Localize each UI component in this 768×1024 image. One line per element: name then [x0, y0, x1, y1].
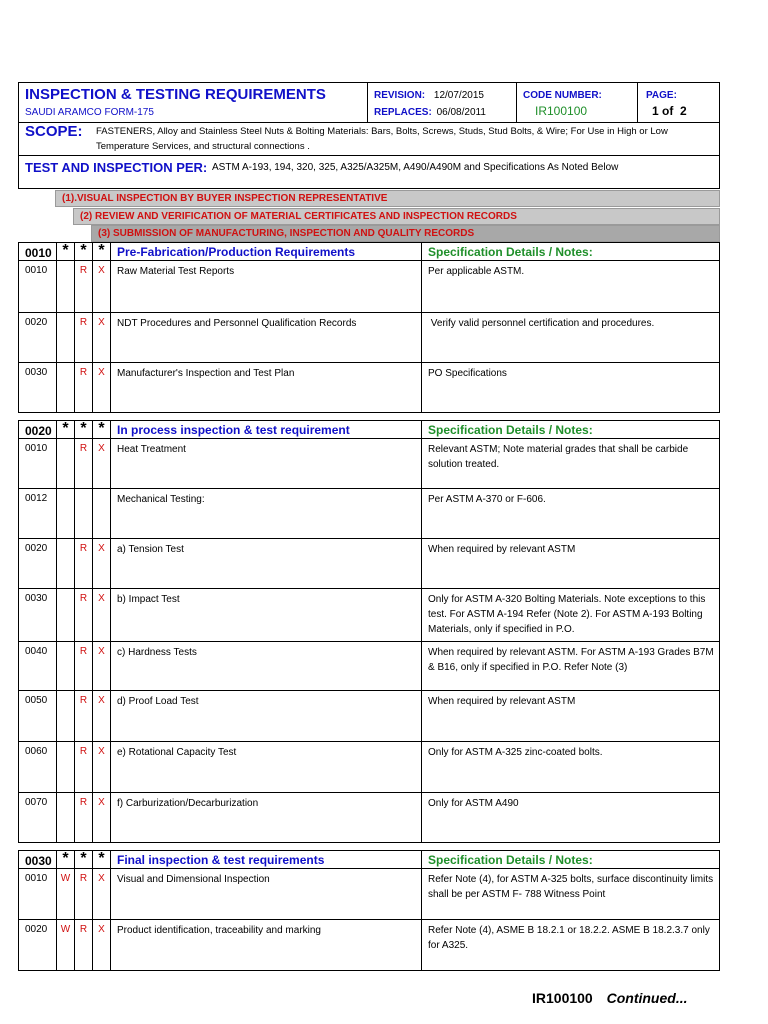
table-row [18, 920, 720, 971]
inspection-mark-2: R [74, 589, 92, 641]
footer-continued: Continued... [606, 990, 688, 1006]
row-note: Per ASTM A-370 or F-606. [421, 489, 721, 538]
row-description: f) Carburization/Decarburization [110, 793, 421, 842]
page-label: PAGE: [646, 90, 677, 101]
row-code: 0070 [25, 797, 48, 808]
row-code: 0030 [25, 593, 48, 604]
table-row [18, 489, 720, 539]
inspection-mark-1: W [56, 869, 74, 919]
inspection-mark-2: R [74, 691, 92, 741]
row-note: PO Specifications [421, 363, 721, 412]
row-description: e) Rotational Capacity Test [110, 742, 421, 792]
section-star-2: * [74, 851, 92, 868]
section-title: Final inspection & test requirements [110, 851, 421, 868]
replaces-label: REPLACES: [374, 107, 432, 118]
test-inspection-value: ASTM A-193, 194, 320, 325, A325/A325M, A490/A490M and Specifications As Noted Below [212, 162, 619, 173]
section-star-2: * [74, 421, 92, 438]
row-note: When required by relevant ASTM [421, 691, 721, 741]
inspection-mark-3: X [92, 920, 110, 970]
row-description: Heat Treatment [110, 439, 421, 488]
table-row [18, 261, 720, 313]
inspection-mark-1: W [56, 920, 74, 970]
table-row [18, 793, 720, 843]
section-star-2: * [74, 243, 92, 260]
form-title: INSPECTION & TESTING REQUIREMENTS [25, 86, 326, 103]
inspection-mark-3: X [92, 363, 110, 412]
page-value: 1 of 2 [652, 104, 687, 118]
row-note: Refer Note (4), ASME B 18.2.1 or 18.2.2. ASME B 18.2.3.7 only for A325. [421, 920, 721, 970]
row-description: Manufacturer's Inspection and Test Plan [110, 363, 421, 412]
inspection-mark-2 [74, 489, 92, 538]
test-inspection-box [18, 155, 720, 189]
row-code: 0010 [25, 873, 48, 884]
section-star-1: * [56, 851, 74, 868]
section-title: In process inspection & test requirement [110, 421, 421, 438]
inspection-mark-1 [56, 589, 74, 641]
revision-label: REVISION: [374, 90, 426, 101]
inspection-mark-2: R [74, 363, 92, 412]
row-note: Only for ASTM A490 [421, 793, 721, 842]
row-description: c) Hardness Tests [110, 642, 421, 690]
row-code: 0010 [25, 443, 48, 454]
inspection-mark-2: R [74, 920, 92, 970]
inspection-mark-1 [56, 642, 74, 690]
requirements-table [18, 242, 720, 971]
row-note: When required by relevant ASTM. For ASTM A-193 Grades B7M & B16, only if specified in P.O. Refer Note (3) [421, 642, 721, 690]
row-description: a) Tension Test [110, 539, 421, 588]
row-note: Relevant ASTM; Note material grades that shall be carbide solution treated. [421, 439, 721, 488]
row-code: 0020 [25, 543, 48, 554]
inspection-mark-1 [56, 261, 74, 312]
row-note: Only for ASTM A-325 zinc-coated bolts. [421, 742, 721, 792]
section-star-3: * [92, 243, 110, 260]
row-code: 0020 [25, 317, 48, 328]
row-note: Only for ASTM A-320 Bolting Materials. Note exceptions to this test. For ASTM A-194 Refer (Note 2). For ASTM A-193 Bolting Materials, only if specified in P.O. [421, 589, 721, 641]
inspection-mark-2: R [74, 313, 92, 362]
section-title: Pre-Fabrication/Production Requirements [110, 243, 421, 260]
row-description: d) Proof Load Test [110, 691, 421, 741]
inspection-mark-2: R [74, 793, 92, 842]
inspection-mark-3 [92, 489, 110, 538]
inspection-mark-3: X [92, 589, 110, 641]
inspection-mark-1 [56, 313, 74, 362]
row-code: 0060 [25, 746, 48, 757]
row-note: Per applicable ASTM. [421, 261, 721, 312]
scope-label: SCOPE: [25, 123, 83, 140]
inspection-mark-3: X [92, 313, 110, 362]
section-header-row [18, 420, 720, 439]
code-number-label: CODE NUMBER: [523, 90, 602, 101]
inspection-mark-3: X [92, 869, 110, 919]
inspection-mark-2: R [74, 642, 92, 690]
inspection-mark-1 [56, 439, 74, 488]
form-header [18, 82, 720, 189]
page-box [637, 82, 720, 123]
row-code: 0050 [25, 695, 48, 706]
inspection-mark-3: X [92, 742, 110, 792]
table-row [18, 439, 720, 489]
title-box [18, 82, 368, 123]
row-description: Visual and Dimensional Inspection [110, 869, 421, 919]
section-code: 0010 [25, 246, 52, 260]
legend-band-3: (3) SUBMISSION OF MANUFACTURING, INSPECTION AND QUALITY RECORDS [91, 225, 720, 242]
inspection-mark-1 [56, 539, 74, 588]
inspection-mark-1 [56, 793, 74, 842]
footer-code: IR100100 [532, 990, 593, 1006]
section-code: 0020 [25, 424, 52, 438]
row-code: 0020 [25, 924, 48, 935]
inspection-mark-3: X [92, 261, 110, 312]
row-note: When required by relevant ASTM [421, 539, 721, 588]
revision-box [367, 82, 517, 123]
revision-date: 12/07/2015 [433, 90, 484, 101]
inspection-mark-3: X [92, 793, 110, 842]
inspection-mark-1 [56, 363, 74, 412]
row-description: Product identification, traceability and marking [110, 920, 421, 970]
row-description: Raw Material Test Reports [110, 261, 421, 312]
table-row [18, 691, 720, 742]
inspection-mark-2: R [74, 742, 92, 792]
section-header-row [18, 242, 720, 261]
table-row [18, 589, 720, 642]
table-row [18, 742, 720, 793]
inspection-mark-1 [56, 489, 74, 538]
row-code: 0040 [25, 646, 48, 657]
section-code: 0030 [25, 854, 52, 868]
row-note: Verify valid personnel certification and procedures. [421, 313, 721, 362]
section-notes-title: Specification Details / Notes: [421, 421, 721, 438]
legend-band-2: (2) REVIEW AND VERIFICATION OF MATERIAL CERTIFICATES AND INSPECTION RECORDS [73, 208, 720, 225]
table-row [18, 869, 720, 920]
row-code: 0030 [25, 367, 48, 378]
section-notes-title: Specification Details / Notes: [421, 243, 721, 260]
row-description: NDT Procedures and Personnel Qualification Records [110, 313, 421, 362]
inspection-mark-2: R [74, 261, 92, 312]
table-row [18, 539, 720, 589]
scope-line1: FASTENERS, Alloy and Stainless Steel Nuts & Bolting Materials: Bars, Bolts, Screws, Studs, Stud Bolts, & Wire; For Use in High or Low [96, 126, 668, 137]
inspection-mark-1 [56, 691, 74, 741]
inspection-mark-3: X [92, 439, 110, 488]
code-number-box [516, 82, 638, 123]
replaces-date: 06/08/2011 [436, 107, 486, 118]
section-star-3: * [92, 851, 110, 868]
test-inspection-label: TEST AND INSPECTION PER: [25, 160, 208, 175]
row-code: 0012 [25, 493, 48, 504]
section-star-3: * [92, 421, 110, 438]
inspection-mark-3: X [92, 539, 110, 588]
inspection-mark-2: R [74, 539, 92, 588]
table-row [18, 642, 720, 691]
section-star-1: * [56, 421, 74, 438]
page-footer [532, 990, 688, 1006]
section-header-row [18, 850, 720, 869]
section-star-1: * [56, 243, 74, 260]
scope-line2: Temperature Services, and structural connections . [96, 141, 310, 152]
inspection-mark-3: X [92, 691, 110, 741]
table-row [18, 313, 720, 363]
inspection-mark-2: R [74, 869, 92, 919]
legend-band-1: (1).VISUAL INSPECTION BY BUYER INSPECTION REPRESENTATIVE [55, 190, 720, 207]
table-row [18, 363, 720, 413]
row-note: Refer Note (4), for ASTM A-325 bolts, surface discontinuity limits shall be per ASTM F- 788 Witness Point [421, 869, 721, 919]
row-description: Mechanical Testing: [110, 489, 421, 538]
inspection-mark-3: X [92, 642, 110, 690]
inspection-mark-2: R [74, 439, 92, 488]
code-number-value: IR100100 [535, 104, 588, 118]
form-name: SAUDI ARAMCO FORM-175 [25, 107, 154, 118]
scope-box [18, 122, 720, 156]
row-description: b) Impact Test [110, 589, 421, 641]
section-notes-title: Specification Details / Notes: [421, 851, 721, 868]
inspection-mark-1 [56, 742, 74, 792]
row-code: 0010 [25, 265, 48, 276]
